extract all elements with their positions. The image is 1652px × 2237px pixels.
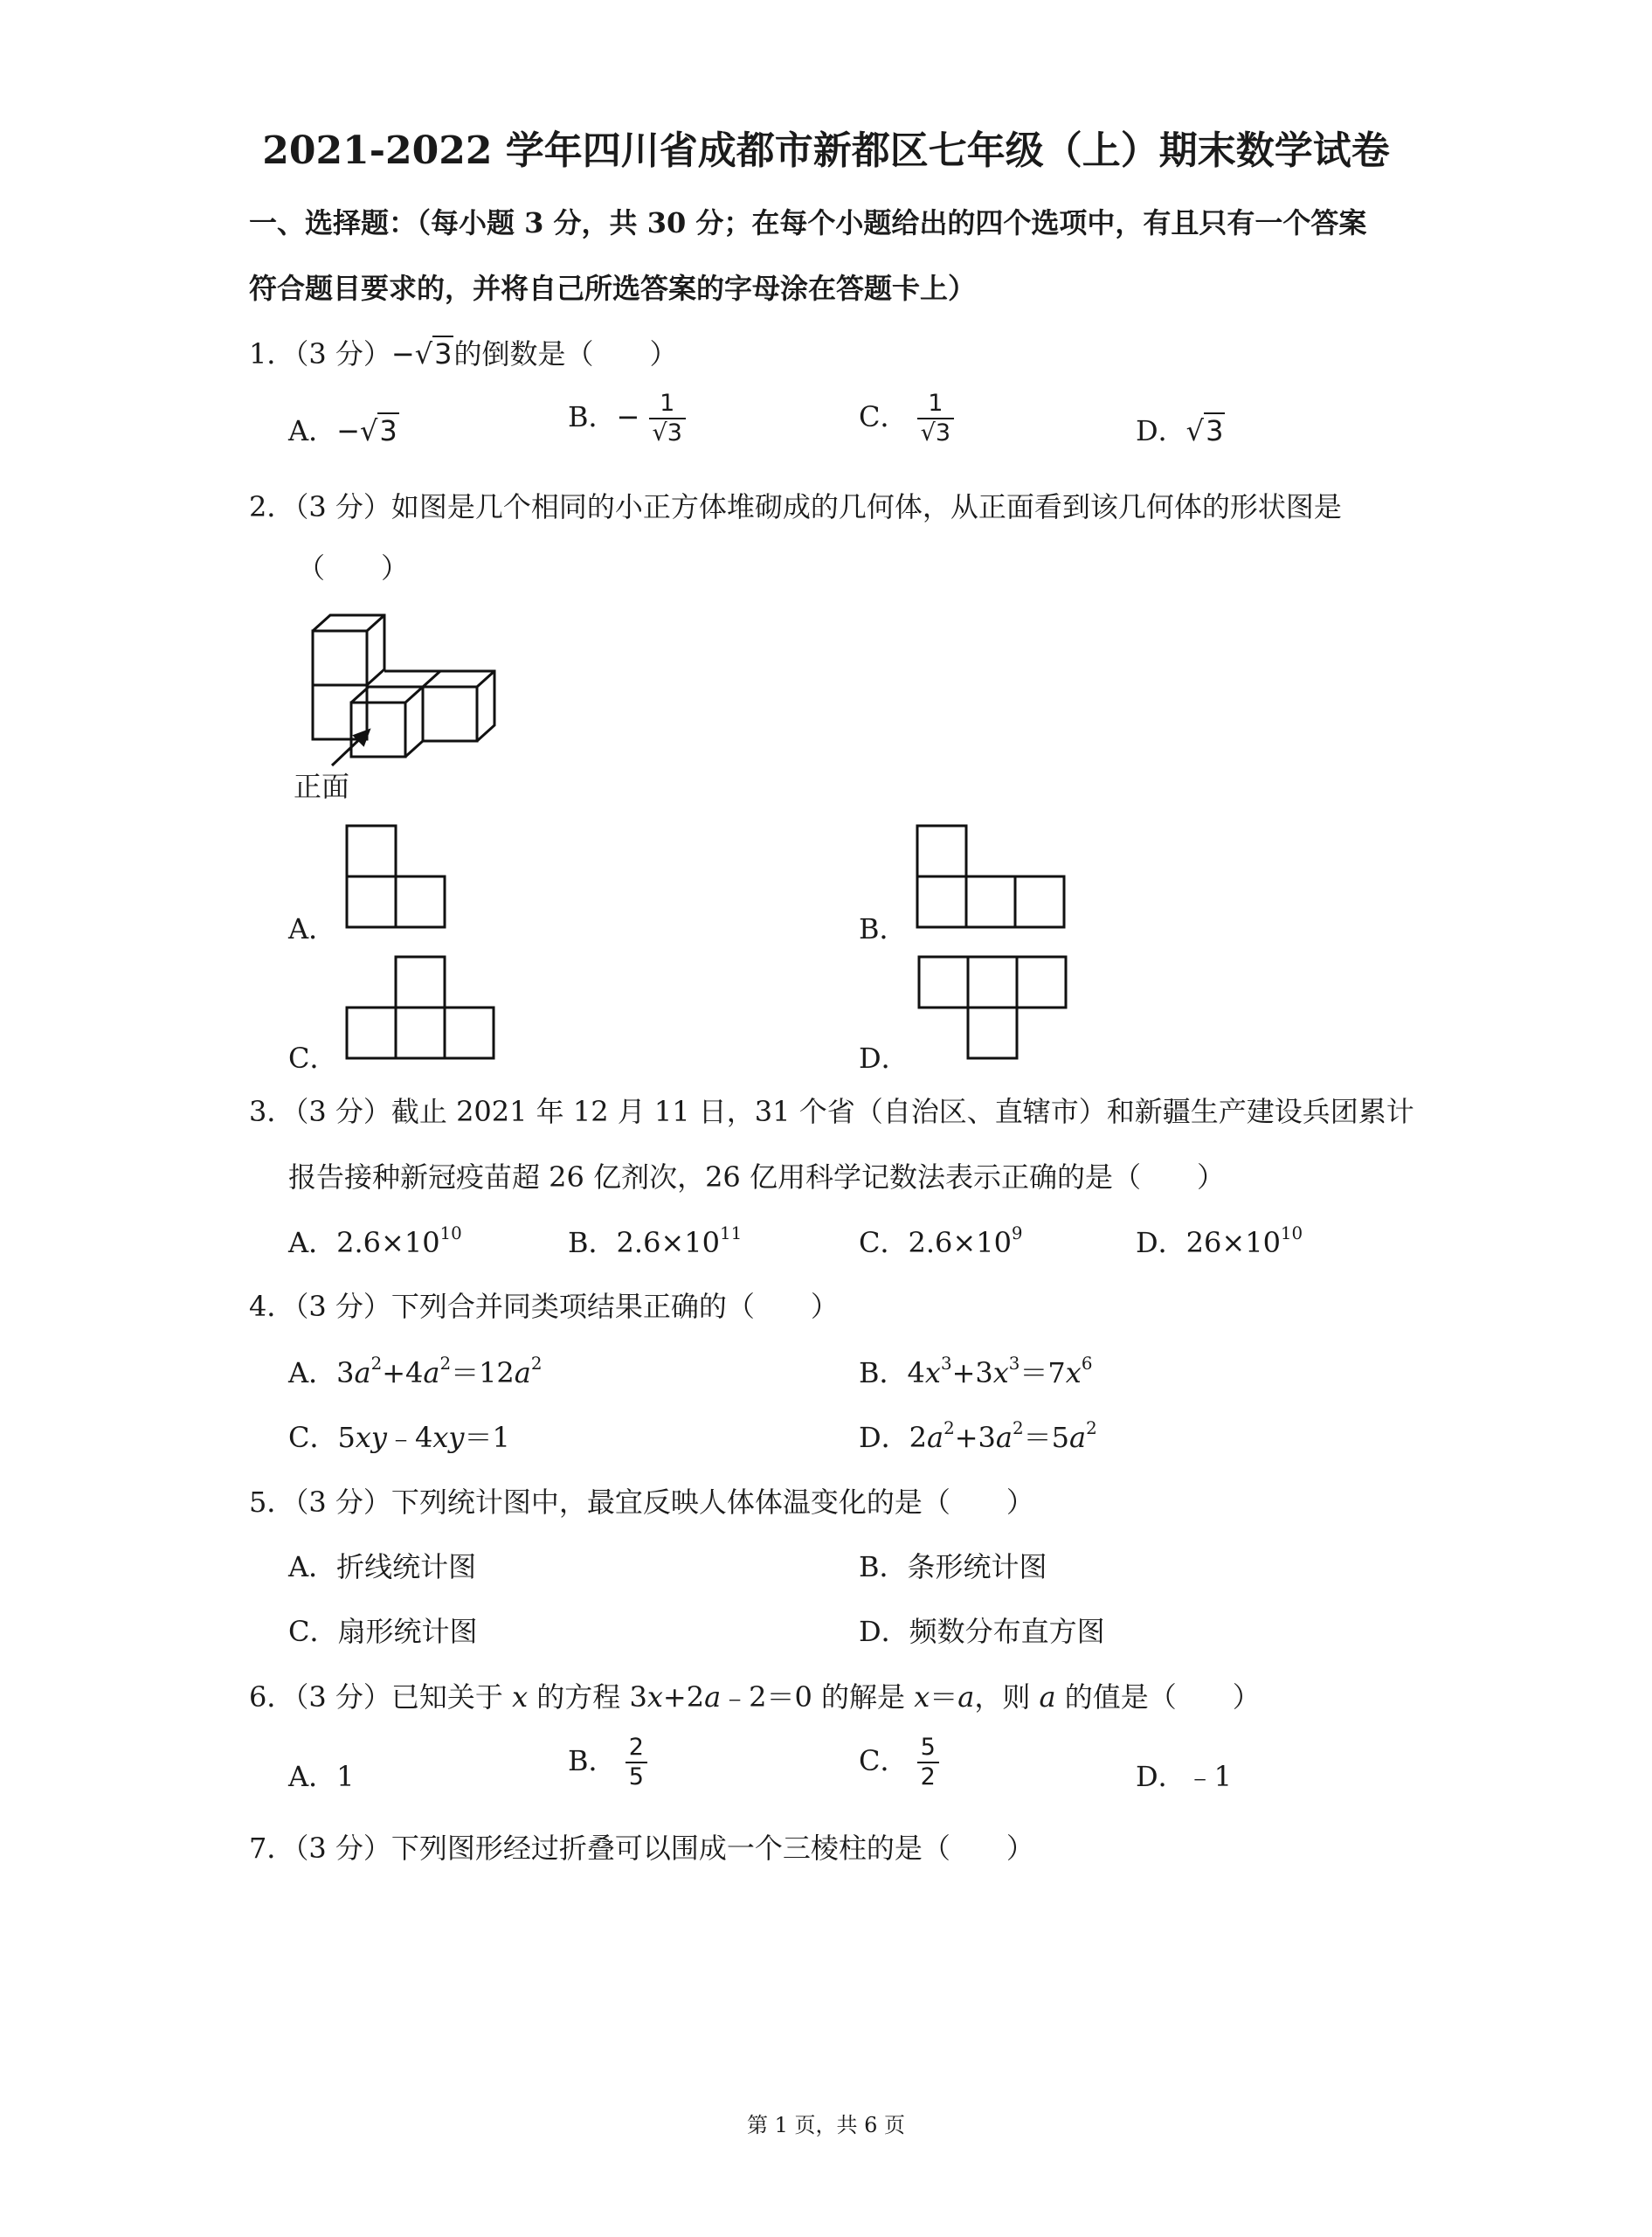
q5-option-d: D．频数分布直方图	[859, 1615, 1105, 1648]
q3-a-label: A．	[288, 1226, 337, 1259]
q3-a-exp: 10	[439, 1223, 462, 1244]
q1-a-label: A．	[288, 414, 337, 447]
question-6: 6．（3 分）已知关于 x 的方程 3x+2a﹣2＝0 的解是 x＝a，则 a 的值是（ ）	[249, 1680, 1261, 1714]
q6-p2: 的方程 3	[528, 1680, 647, 1714]
q3-option-a	[288, 1221, 462, 1261]
q2-option-d-label: D．	[859, 1042, 909, 1075]
question-1	[249, 332, 677, 372]
q1-radicand: 3	[434, 337, 453, 371]
q3-b-exp: 11	[719, 1223, 743, 1244]
q3-c-label: C．	[859, 1226, 909, 1259]
q6-p4: ﹣2＝0 的解是	[721, 1680, 915, 1714]
q6-c-fraction	[917, 1735, 939, 1790]
q1-option-d	[1136, 409, 1225, 449]
q1-d-sqrt: √3	[1185, 414, 1224, 447]
q6-c-denominator: 2	[917, 1762, 939, 1790]
q2-option-b-label: B．	[859, 912, 908, 945]
q1-d-radicand: 3	[1206, 414, 1224, 447]
q1-option-c	[859, 391, 954, 447]
q2-option-c-figure	[345, 955, 502, 1060]
q4-d-label: D．	[859, 1421, 909, 1454]
q6-a-label: A．	[288, 1760, 337, 1793]
q4-b-label: B．	[859, 1356, 908, 1389]
q3-d-exp: 10	[1280, 1223, 1303, 1244]
q4-option-a: A．$3a^2+4a^2=12a^2$	[288, 1354, 543, 1389]
page-title: 2021-2022 学年四川省成都市新都区七年级（上）期末数学试卷	[262, 128, 1390, 173]
q3-d-base: 26×10	[1185, 1226, 1281, 1259]
q1-a-sqrt: √3	[359, 414, 397, 447]
q6-x: x	[512, 1680, 529, 1714]
q5-option-a: A．折线统计图	[288, 1550, 477, 1583]
q6-a: a	[704, 1680, 722, 1714]
q1-d-label: D．	[1136, 414, 1186, 447]
q1-c-radicand: 3	[935, 419, 951, 447]
q3-b-label: B．	[568, 1226, 617, 1259]
q1-c-numerator: 1	[928, 390, 944, 417]
q3-c-exp: 9	[1011, 1223, 1023, 1244]
q5-option-b: B．条形统计图	[859, 1550, 1047, 1583]
q5-option-c: C．扇形统计图	[288, 1615, 478, 1648]
q1-c-label: C．	[859, 399, 909, 433]
q4-option-c: C．5xy﹣4xy＝1	[288, 1421, 510, 1454]
q3-a-base: 2.6×10	[336, 1226, 440, 1259]
question-3-line2: 报告接种新冠疫苗超 26 亿剂次，26 亿用科学记数法表示正确的是（ ）	[288, 1160, 1225, 1194]
q1-minus: −	[391, 337, 415, 371]
q6-d-value: ﹣1	[1185, 1760, 1233, 1793]
q6-p1: 6．（3 分）已知关于	[249, 1680, 513, 1714]
q6-p7: 的值是（ ）	[1055, 1680, 1261, 1714]
q4-c-label: C．	[288, 1421, 338, 1454]
q6-c-numerator: 5	[920, 1734, 936, 1761]
q2-option-a-figure	[345, 824, 450, 929]
q6-b-denominator: 5	[626, 1762, 647, 1790]
question-2-line2: （ ）	[297, 551, 410, 585]
section-header-line1: 一、选择题：（每小题 3 分，共 30 分；在每个小题给出的四个选项中，有且只有一个答案	[249, 206, 1367, 239]
q2-front-label: 正面	[294, 770, 350, 803]
q1-b-fraction: $\frac{1}{√3}$	[649, 391, 686, 447]
q1-b-minus: −	[616, 399, 640, 433]
q6-option-b	[568, 1735, 647, 1790]
q3-option-d	[1136, 1221, 1303, 1261]
q6-b-fraction	[626, 1735, 647, 1790]
q1-prefix: 1．（3 分）	[249, 337, 391, 371]
q6-b-label: B．	[568, 1743, 617, 1777]
q1-b-label: B．	[568, 399, 617, 433]
q6-d-label: D．	[1136, 1760, 1186, 1793]
q3-c-base: 2.6×10	[908, 1226, 1012, 1259]
q6-c-label: C．	[859, 1743, 909, 1777]
q4-option-b: B．$4x^3+3x^3=7x^6$	[859, 1354, 1093, 1389]
q1-a-radicand: 3	[379, 414, 397, 447]
q6-p5: ＝	[930, 1680, 958, 1714]
q1-b-numerator: 1	[660, 390, 675, 417]
q6-p6: ，则	[974, 1680, 1040, 1714]
q2-option-c-label: C．	[288, 1042, 338, 1075]
q3-option-b	[568, 1221, 742, 1261]
page-footer: 第 1 页，共 6 页	[746, 2113, 906, 2137]
q1-b-radicand: 3	[667, 419, 682, 447]
question-4: 4．（3 分）下列合并同类项结果正确的（ ）	[249, 1290, 839, 1323]
q6-option-a	[288, 1755, 354, 1795]
q2-option-b-figure	[916, 824, 1073, 929]
question-5: 5．（3 分）下列统计图中，最宜反映人体体温变化的是（ ）	[249, 1486, 1034, 1519]
question-7: 7．（3 分）下列图形经过折叠可以围成一个三棱柱的是（ ）	[249, 1832, 1034, 1865]
q1-option-b	[568, 391, 686, 447]
q1-c-fraction: $\frac{1}{√3}$	[917, 391, 954, 447]
q4-option-d: D．$2a^2+3a^2=5a^2$	[859, 1418, 1097, 1454]
q1-a-minus: −	[336, 414, 360, 447]
q4-a-label: A．	[288, 1356, 337, 1389]
q1-option-a	[288, 409, 399, 449]
q3-option-c	[859, 1221, 1023, 1261]
q6-option-d	[1136, 1755, 1232, 1795]
q6-b-numerator: 2	[628, 1734, 644, 1761]
q6-a-value: 1	[336, 1760, 355, 1793]
q2-option-a-label: A．	[288, 912, 337, 945]
q2-option-d-figure	[917, 955, 1075, 1060]
section-header-line2: 符合题目要求的，并将自己所选答案的字母涂在答题卡上）	[249, 272, 977, 305]
q6-p3: +2	[662, 1680, 705, 1714]
question-2-line1: 2．（3 分）如图是几个相同的小正方体堆砌成的几何体，从正面看到该几何体的形状图是	[249, 490, 1342, 523]
question-3-line1: 3．（3 分）截止 2021 年 12 月 11 日，31 个省（自治区、直辖市）和新疆生产建设兵团累计	[249, 1095, 1414, 1128]
q1-suffix: 的倒数是（ ）	[453, 337, 678, 371]
q3-b-base: 2.6×10	[616, 1226, 720, 1259]
q1-sqrt: √3	[414, 337, 453, 371]
q6-option-c	[859, 1735, 939, 1790]
q3-d-label: D．	[1136, 1226, 1186, 1259]
